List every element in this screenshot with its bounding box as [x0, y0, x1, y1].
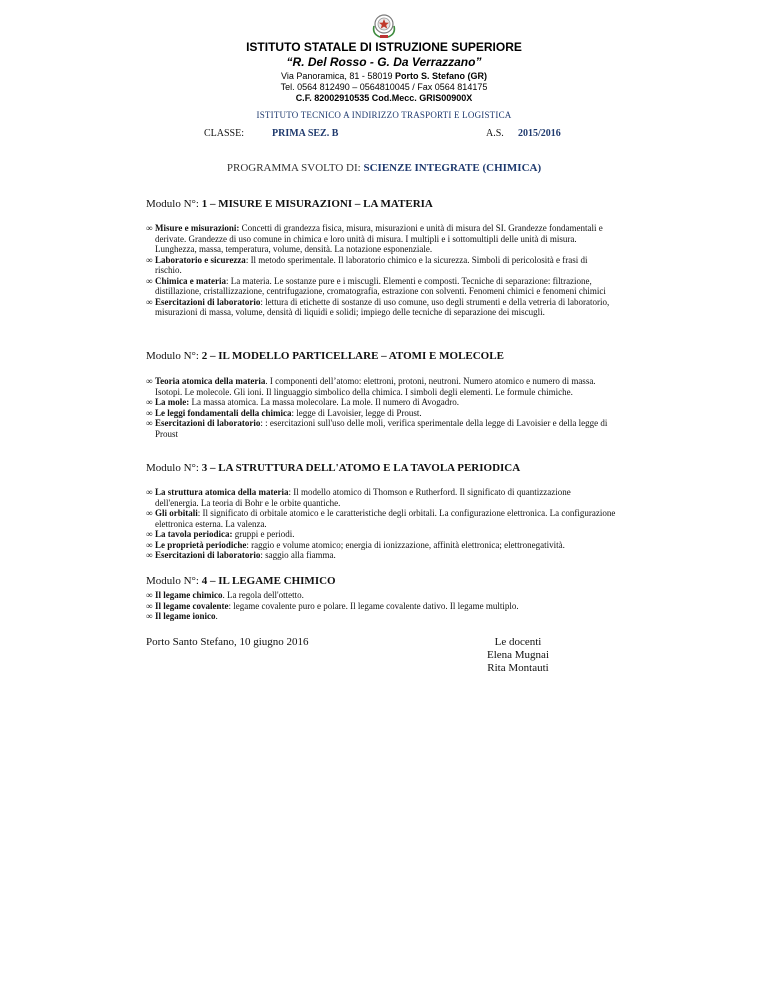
bullet-icon: ∞	[146, 254, 153, 265]
list-item: ∞ La mole: La massa atomica. La massa molecolare. La mole. Il numero di Avogadro.	[146, 397, 459, 407]
list-item: ∞ Gli orbitali: Il significato di orbitale atomico e le caratteristiche degli orbitali. La configurazione elettronica. La configurazione elettronica esterna. La valenza.	[146, 508, 616, 529]
programma-heading	[0, 162, 768, 174]
place-date: Porto Santo Stefano, 10 giugno 2016	[146, 636, 309, 648]
list-item: ∞ La struttura atomica della materia: Il modello atomico di Thomson e Rutherford. Il significato di quantizzazione dell'energia. La teoria di Bohr e le orbite quantiche.	[146, 487, 571, 508]
italian-republic-emblem-icon	[370, 10, 398, 40]
module-title: 4 – IL LEGAME CHIMICO	[201, 575, 336, 587]
module-title: 3 – LA STRUTTURA DELL'ATOMO E LA TAVOLA PERIODICA	[201, 462, 521, 474]
bullet-icon: ∞	[146, 296, 153, 307]
module-label: Modulo N°:	[146, 350, 202, 362]
bullet-icon: ∞	[146, 275, 153, 286]
module-items	[146, 590, 616, 622]
list-item: ∞ Laboratorio e sicurezza: Il metodo sperimentale. Il laboratorio chimico e la sicurezza. Simboli di pericolosità e frasi di rischio.	[146, 254, 588, 275]
bullet-icon: ∞	[146, 508, 153, 518]
bullet-icon: ∞	[146, 529, 153, 539]
school-name: ISTITUTO STATALE DI ISTRUZIONE SUPERIORE	[246, 40, 522, 54]
school-address	[0, 71, 768, 81]
year-value: 2015/2016	[518, 128, 561, 139]
list-item: ∞ Misure e misurazioni: Concetti di grandezza fisica, misura, misurazioni e unità di misura del SI. Grandezze fondamentali e derivate. Grandezze di uso comune in chimica e loro unità di misura. I multipli e i sottomultipli delle unità di misura. Lunghezza, massa, temperatura, volume, densità. La notazione esponenziale.	[146, 223, 603, 254]
bullet-icon: ∞	[146, 539, 153, 550]
list-item: ∞ Il legame covalente: legame covalente puro e polare. Il legame covalente dativo. Il legame multiplo.	[146, 600, 519, 611]
teacher-name: Elena Mugnai	[486, 649, 549, 661]
list-item: ∞ Il legame ionico.	[146, 611, 218, 621]
bullet-icon: ∞	[146, 223, 153, 233]
list-item: ∞ Esercitazioni di laboratorio: saggio alla fiamma.	[146, 550, 336, 560]
module-heading	[146, 462, 626, 474]
bullet-icon: ∞	[146, 550, 153, 560]
bullet-icon: ∞	[146, 407, 153, 418]
bullet-icon: ∞	[146, 600, 153, 611]
address-city: Porto S. Stefano (GR)	[394, 71, 487, 81]
module-heading	[146, 575, 626, 587]
module-heading	[146, 350, 626, 362]
bullet-icon: ∞	[146, 611, 153, 621]
list-item: ∞ Le proprietà periodiche: raggio e volume atomico; energia di ionizzazione, affinità elettronica; elettronegatività.	[146, 539, 565, 550]
programma-subject: SCIENZE INTEGRATE (CHIMICA)	[363, 162, 542, 174]
module-items	[146, 223, 616, 318]
list-item: ∞ Teoria atomica della materia. I componenti dell’atomo: elettroni, protoni, neutroni. Numero atomico e numero di massa. Isotopi. Le molecole. Gli ioni. Il linguaggio simbolico della chimica. I simboli degli elementi. Le formule chimiche.	[146, 376, 596, 397]
module-label: Modulo N°:	[146, 575, 202, 587]
module-title: 1 – MISURE E MISURAZIONI – LA MATERIA	[201, 198, 433, 210]
signature-block	[458, 636, 578, 675]
teacher-name: Rita Montauti	[487, 662, 549, 674]
signature-title: Le docenti	[494, 636, 542, 648]
list-item: ∞ Il legame chimico. La regola dell'ottetto.	[146, 590, 304, 600]
class-value: PRIMA SEZ. B	[272, 128, 339, 139]
list-item: ∞ Esercitazioni di laboratorio: : esercitazioni sull'uso delle moli, verifica sperimentale della legge di Lavoisier e della legge di Proust	[146, 418, 608, 439]
class-label: CLASSE:	[204, 128, 245, 139]
module-heading	[146, 198, 626, 210]
bullet-icon: ∞	[146, 487, 153, 497]
list-item: ∞ La tavola periodica: gruppi e periodi.	[146, 529, 295, 539]
module-items	[146, 376, 616, 439]
bullet-icon: ∞	[146, 376, 153, 386]
bullet-icon: ∞	[146, 397, 153, 407]
module-label: Modulo N°:	[146, 198, 202, 210]
year-label: A.S.	[486, 128, 504, 139]
programma-prefix: PROGRAMMA SVOLTO DI:	[226, 162, 364, 174]
list-item: ∞ Chimica e materia: La materia. Le sostanze pure e i miscugli. Elementi e composti. Tecniche di separazione: filtrazione, distillazione, cristallizzazione, centrifugazione, cromatografia, estrazione con solventi. Fenomeni chimici e fenomeni chimici	[146, 275, 606, 296]
school-subtitle: “R. Del Rosso - G. Da Verrazzano”	[286, 55, 482, 69]
school-codes: C.F. 82002910535 Cod.Mecc. GRIS00900X	[295, 93, 473, 103]
list-item: ∞ Le leggi fondamentali della chimica: legge di Lavoisier, legge di Proust.	[146, 407, 422, 418]
list-item: ∞ Esercitazioni di laboratorio: lettura di etichette di sostanze di uso comune, uso degli strumenti e della vetreria di laboratorio, misurazioni di massa, volume, densità di liquidi e solidi; impiego delle tecniche di separazione dei miscugli.	[146, 296, 610, 317]
module-title: 2 – IL MODELLO PARTICELLARE – ATOMI E MOLECOLE	[201, 350, 504, 362]
bullet-icon: ∞	[146, 418, 153, 428]
bullet-icon: ∞	[146, 590, 153, 600]
address-prefix: Via Panoramica, 81 - 58019	[281, 71, 395, 81]
school-phone: Tel. 0564 812490 – 0564810045 / Fax 0564 814175	[280, 82, 488, 92]
module-label: Modulo N°:	[146, 462, 202, 474]
institute-line: ISTITUTO TECNICO A INDIRIZZO TRASPORTI E LOGISTICA	[256, 110, 512, 120]
module-items	[146, 487, 616, 561]
